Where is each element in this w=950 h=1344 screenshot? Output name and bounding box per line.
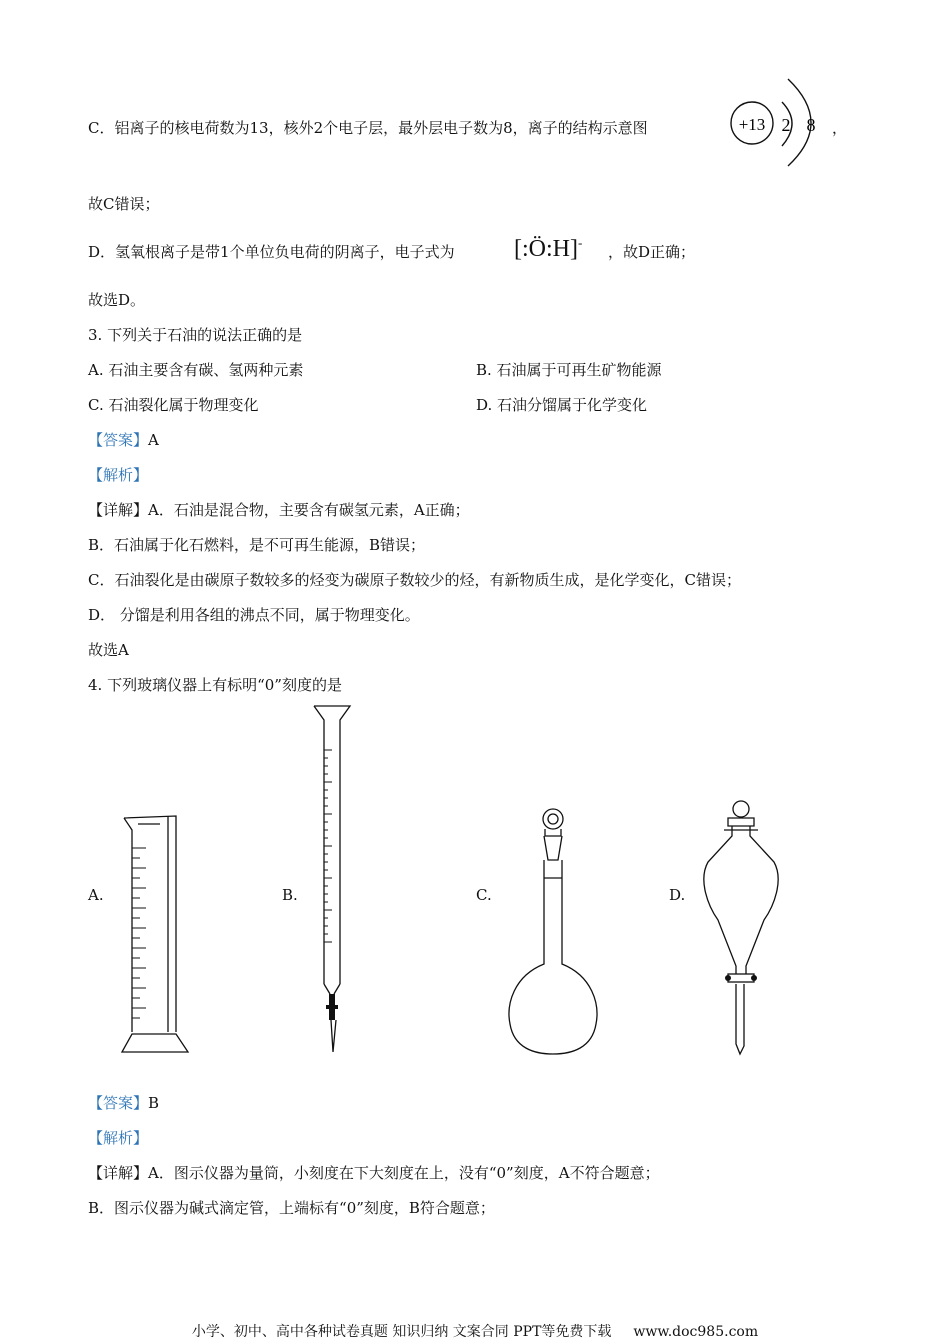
electron-formula-charge: -	[577, 235, 583, 250]
analysis-tag: 【解析】	[88, 466, 149, 484]
q4-label-a: A.	[88, 886, 104, 904]
option-c-text: C．铝离子的核电荷数为13，核外2个电子层，最外层电子数为8，离子的结构示意图	[88, 119, 648, 137]
electron-formula-text: [:Ö:H]	[514, 236, 578, 262]
choose-d: 故选D。	[88, 291, 146, 309]
nucleus-charge: +13	[738, 115, 766, 134]
footer-text: 小学、初中、高中各种试卷真题 知识归纳 文案合同 PPT等免费下载	[191, 1324, 612, 1340]
q3-option-b: B. 石油属于可再生矿物能源	[476, 361, 662, 379]
q4-detail-b: B．图示仪器为碱式滴定管，上端标有“0”刻度，B符合题意；	[88, 1199, 495, 1217]
option-c-tail: ，	[832, 119, 848, 137]
answer-tag: 【答案】	[88, 431, 149, 449]
answer-value: B	[148, 1094, 160, 1112]
option-d-explanation	[88, 242, 455, 262]
q3-detail-b: B．石油属于化石燃料，是不可再生能源，B错误；	[88, 536, 426, 554]
q4-detail-a	[88, 1163, 660, 1183]
q3-choose: 故选A	[88, 641, 129, 659]
graduated-cylinder-image	[118, 812, 198, 1058]
answer-tag: 【答案】	[88, 1094, 149, 1112]
q3-option-a: A. 石油主要含有碳、氢两种元素	[88, 361, 304, 379]
q4-analysis	[88, 1128, 148, 1148]
burette-image	[312, 702, 356, 1058]
question-4-stem: 4. 下列玻璃仪器上有标明“0”刻度的是	[88, 676, 342, 694]
detail-tag: 【详解】	[88, 501, 149, 519]
detail-a-text: A．图示仪器为量筒，小刻度在下大刻度在上，没有“0”刻度，A不符合题意；	[148, 1164, 660, 1182]
q3-detail-c: C．石油裂化是由碳原子数较多的烃变为碳原子数较少的烃，有新物质生成，是化学变化，C错误；	[88, 571, 741, 589]
analysis-tag: 【解析】	[88, 1129, 149, 1147]
q3-answer	[88, 430, 159, 450]
q3-analysis	[88, 465, 148, 485]
q3-option-c: C. 石油裂化属于物理变化	[88, 396, 259, 414]
option-c-conclusion: 故C错误；	[88, 195, 160, 213]
option-d-tail: ，故D正确；	[608, 243, 696, 261]
option-d-text: D．氢氧根离子是带1个单位负电荷的阴离子，电子式为	[88, 243, 455, 261]
q4-label-d: D.	[669, 886, 686, 904]
separatory-funnel-image	[698, 796, 784, 1058]
page-footer	[0, 1323, 950, 1341]
detail-tag: 【详解】	[88, 1164, 149, 1182]
q4-answer	[88, 1093, 159, 1113]
shell-1-electrons: 2	[781, 115, 791, 135]
aluminum-ion-structure-diagram	[722, 76, 832, 168]
q3-detail-d: D． 分馏是利用各组的沸点不同，属于物理变化。	[88, 606, 420, 624]
q3-detail-a	[88, 500, 470, 520]
footer-site-link[interactable]: www.doc985.com	[633, 1324, 759, 1340]
volumetric-flask-image	[504, 804, 608, 1058]
shell-2-electrons: 8	[806, 115, 816, 135]
detail-a-text: A．石油是混合物，主要含有碳氢元素，A正确；	[148, 501, 470, 519]
option-c-explanation	[88, 118, 648, 138]
hydroxide-electron-formula	[514, 228, 582, 264]
q3-option-d: D. 石油分馏属于化学变化	[476, 396, 648, 414]
q4-label-c: C.	[476, 886, 492, 904]
answer-value: A	[148, 431, 159, 449]
question-3-stem: 3. 下列关于石油的说法正确的是	[88, 326, 303, 344]
q4-label-b: B.	[282, 886, 298, 904]
